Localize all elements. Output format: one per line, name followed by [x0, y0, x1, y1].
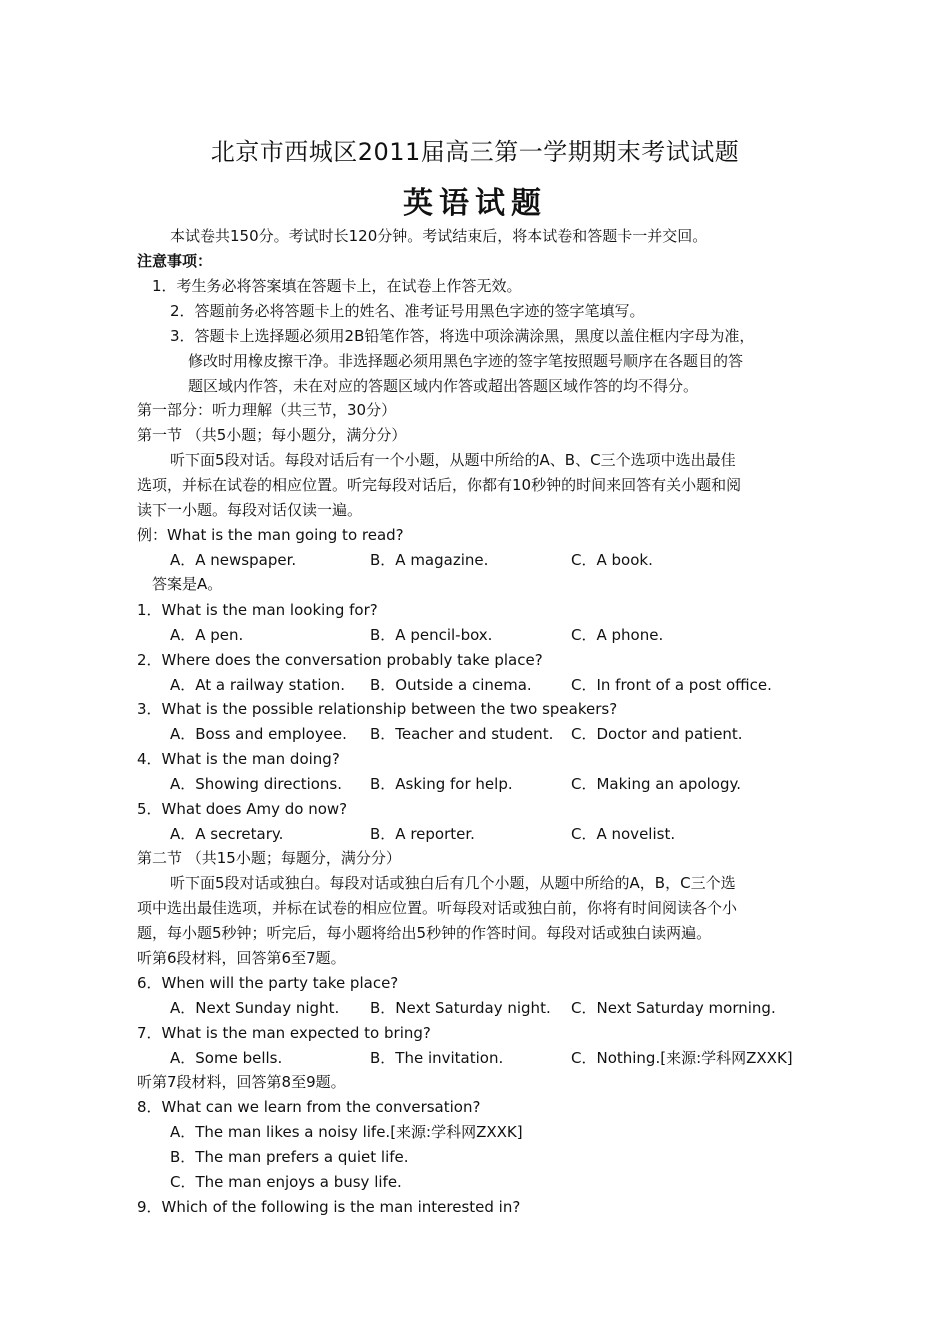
example-question: 例：What is the man going to read?: [137, 526, 404, 544]
question-4-option-b: B．Asking for help.: [370, 775, 513, 793]
question-8: 8．What can we learn from the conversation?: [137, 1098, 481, 1116]
question-3-option-c: C．Doctor and patient.: [571, 725, 743, 743]
question-2: 2．Where does the conversation probably take place?: [137, 651, 543, 669]
exam-title: 北京市西城区2011届高三第一学期期末考试试题: [210, 138, 740, 166]
note-item-3-line3: 题区域内作答，未在对应的答题区域内作答或超出答题区域作答的均不得分。: [188, 377, 699, 395]
question-5: 5．What does Amy do now?: [137, 800, 348, 818]
note-item-1: 1．考生务必将答案填在答题卡上，在试卷上作答无效。: [152, 277, 522, 295]
note-item-2: 2．答题前务必将答题卡上的姓名、准考证号用黑色字迹的签字笔填写。: [170, 302, 645, 320]
note-item-3-line2: 修改时用橡皮擦干净。非选择题必须用黑色字迹的签字笔按照题号顺序在各题目的答: [188, 352, 744, 370]
question-3-option-b: B．Teacher and student.: [370, 725, 554, 743]
material-7-heading: 听第7段材料，回答第8至9题。: [137, 1073, 346, 1091]
question-4-option-c: C．Making an apology.: [571, 775, 741, 793]
question-5-option-a: A．A secretary.: [170, 825, 284, 843]
question-6-option-a: A．Next Sunday night.: [170, 999, 340, 1017]
question-5-option-c: C．A novelist.: [571, 825, 676, 843]
part1-heading: 第一部分：听力理解（共三节，30分）: [137, 401, 397, 419]
question-5-option-b: B．A reporter.: [370, 825, 475, 843]
question-2-option-b: B．Outside a cinema.: [370, 676, 532, 694]
notes-heading: 注意事项：: [137, 252, 213, 270]
exam-subtitle: 英语试题: [403, 186, 547, 221]
question-6: 6．When will the party take place?: [137, 974, 399, 992]
question-1-option-a: A．A pen.: [170, 626, 244, 644]
section2-instructions-line2: 项中选出最佳选项，并标在试卷的相应位置。听每段对话或独白前，你将有时间阅读各个小: [137, 899, 738, 917]
question-1: 1．What is the man looking for?: [137, 601, 378, 619]
section2-instructions-line1: 听下面5段对话或独白。每段对话或独白后有几个小题，从题中所给的A，B，C三个选: [170, 874, 736, 892]
section1-heading: 第一节 （共5小题；每小题分，满分分）: [137, 426, 407, 444]
section2-heading: 第二节 （共15小题；每题分，满分分）: [137, 849, 401, 867]
note-item-3-line1: 3．答题卡上选择题必须用2B铅笔作答，将选中项涂满涂黑，黑度以盖住框内字母为准，: [170, 327, 755, 345]
question-3-option-a: A．Boss and employee.: [170, 725, 347, 743]
question-2-option-a: A．At a railway station.: [170, 676, 346, 694]
question-8-option-a: A．The man likes a noisy life.[来源:学科网ZXXK]: [170, 1123, 523, 1141]
section1-instructions-line3: 读下一小题。每段对话仅读一遍。: [137, 501, 363, 519]
question-6-option-b: B．Next Saturday night.: [370, 999, 551, 1017]
example-answer: 答案是A。: [152, 575, 223, 593]
question-8-option-c: C．The man enjoys a busy life.: [170, 1173, 402, 1191]
intro-text: 本试卷共150分。考试时长120分钟。考试结束后，将本试卷和答题卡一并交回。: [170, 227, 708, 245]
section1-instructions-line1: 听下面5段对话。每段对话后有一个小题，从题中所给的A、B、C三个选项中选出最佳: [170, 451, 736, 469]
question-1-option-b: B．A pencil-box.: [370, 626, 493, 644]
example-option-a: A．A newspaper.: [170, 551, 297, 569]
example-option-b: B．A magazine.: [370, 551, 489, 569]
question-7: 7．What is the man expected to bring?: [137, 1024, 431, 1042]
question-9: 9．Which of the following is the man interested in?: [137, 1198, 521, 1216]
question-4: 4．What is the man doing?: [137, 750, 340, 768]
section2-instructions-line3: 题，每小题5秒钟；听完后，每小题将给出5秒钟的作答时间。每段对话或独白读两遍。: [137, 924, 712, 942]
question-7-option-a: A．Some bells.: [170, 1049, 283, 1067]
question-6-option-c: C．Next Saturday morning.: [571, 999, 776, 1017]
question-1-option-c: C．A phone.: [571, 626, 664, 644]
question-2-option-c: C．In front of a post office.: [571, 676, 772, 694]
example-option-c: C．A book.: [571, 551, 653, 569]
question-4-option-a: A．Showing directions.: [170, 775, 343, 793]
material-6-heading: 听第6段材料，回答第6至7题。: [137, 949, 346, 967]
question-7-option-b: B．The invitation.: [370, 1049, 504, 1067]
question-3: 3．What is the possible relationship between the two speakers?: [137, 700, 618, 718]
question-8-option-b: B．The man prefers a quiet life.: [170, 1148, 409, 1166]
question-7-option-c: C．Nothing.[来源:学科网ZXXK]: [571, 1049, 793, 1067]
section1-instructions-line2: 选项，并标在试卷的相应位置。听完每段对话后，你都有10秒钟的时间来回答有关小题和阅: [137, 476, 742, 494]
